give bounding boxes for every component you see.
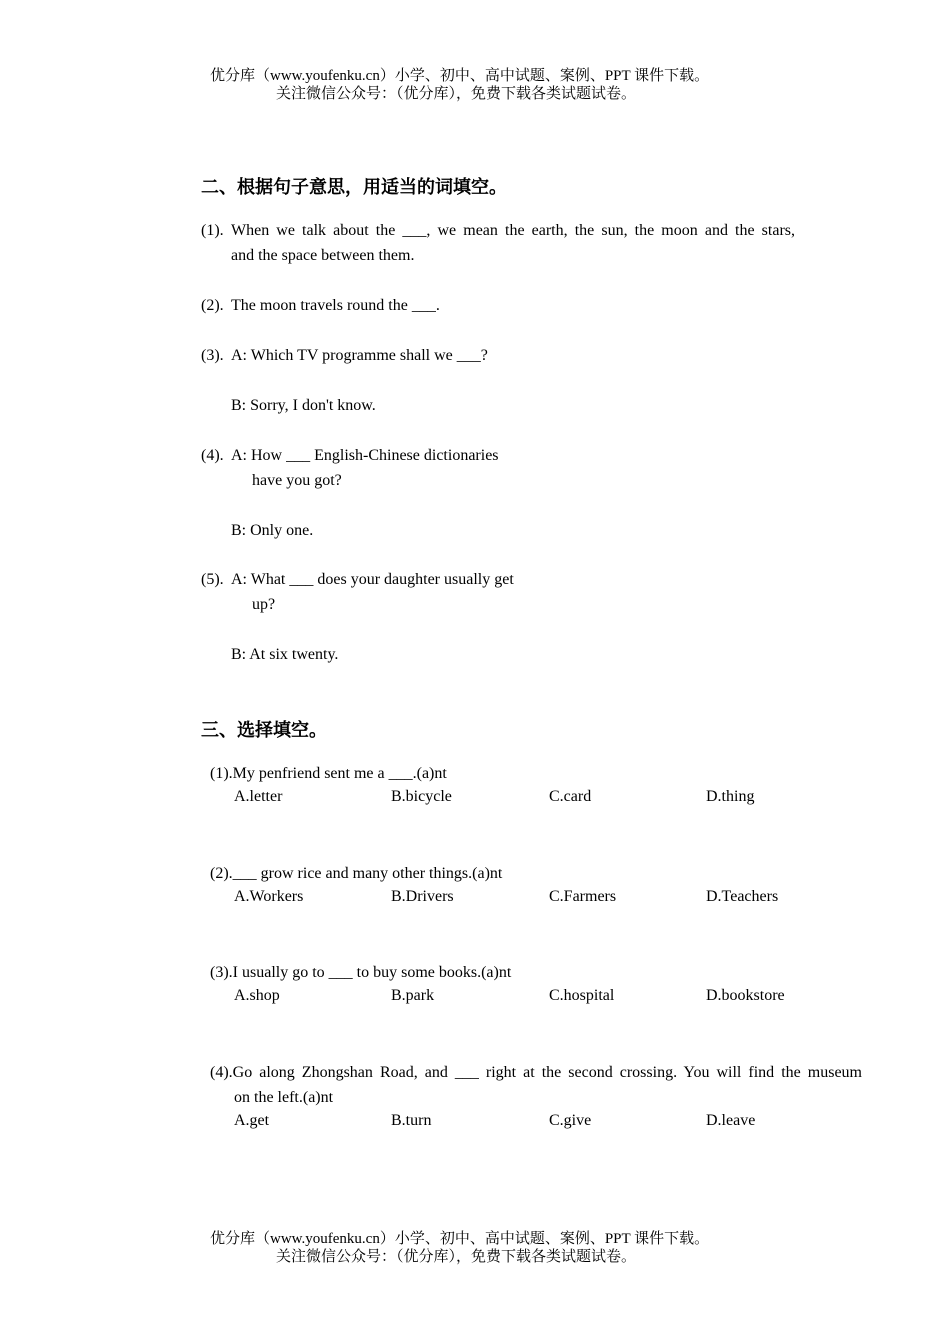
answer-line: B: At six twenty. (231, 646, 339, 663)
question-text: A: What ___ does your daughter usually get (231, 571, 514, 588)
option-a: A.shop (234, 987, 280, 1004)
header-line-1: 优分库（www.youfenku.cn）小学、初中、高中试题、案例、PPT 课件下载。 (210, 68, 710, 84)
option-c: C.give (549, 1112, 592, 1129)
question-text: A: Which TV programme shall we ___? (231, 347, 488, 364)
question-number: (4). (201, 447, 224, 464)
question-number: (1). (201, 222, 224, 239)
question-text: (1).My penfriend sent me a ___.(a)nt (210, 765, 447, 782)
option-d: D.leave (706, 1112, 756, 1129)
question-text: (2).___ grow rice and many other things.(a)nt (210, 865, 503, 882)
option-b: B.turn (391, 1112, 432, 1129)
section-3-title: 三、选择填空。 (201, 720, 327, 741)
question-text: (4).Go along Zhongshan Road, and ___ right at the second crossing. You will find the museum (210, 1064, 862, 1081)
option-b: B.Drivers (391, 888, 454, 905)
question-text: When we talk about the ___, we mean the earth, the sun, the moon and the stars, (231, 222, 795, 239)
question-text: A: How ___ English-Chinese dictionaries (231, 447, 499, 464)
question-text-cont: on the left.(a)nt (234, 1089, 334, 1106)
section-2-title: 二、根据句子意思，用适当的词填空。 (201, 177, 507, 198)
question-text: The moon travels round the ___. (231, 297, 440, 314)
option-d: D.Teachers (706, 888, 779, 905)
option-a: A.get (234, 1112, 270, 1129)
option-c: C.hospital (549, 987, 615, 1004)
option-c: C.Farmers (549, 888, 617, 905)
option-a: A.letter (234, 788, 283, 805)
question-number: (5). (201, 571, 224, 588)
question-text: (3).I usually go to ___ to buy some books.(a)nt (210, 964, 512, 981)
option-d: D.thing (706, 788, 755, 805)
option-b: B.bicycle (391, 788, 452, 805)
question-number: (2). (201, 297, 224, 314)
footer-line-2: 关注微信公众号：（优分库），免费下载各类试题试卷。 (276, 1249, 637, 1265)
answer-line: B: Only one. (231, 522, 314, 539)
question-text-cont: up? (252, 596, 276, 613)
question-text-cont: have you got? (252, 472, 342, 489)
option-d: D.bookstore (706, 987, 785, 1004)
header-line-2: 关注微信公众号：（优分库），免费下载各类试题试卷。 (276, 86, 637, 102)
option-a: A.Workers (234, 888, 304, 905)
option-b: B.park (391, 987, 435, 1004)
question-number: (3). (201, 347, 224, 364)
footer-line-1: 优分库（www.youfenku.cn）小学、初中、高中试题、案例、PPT 课件下载。 (210, 1231, 710, 1247)
option-c: C.card (549, 788, 592, 805)
question-text-cont: and the space between them. (231, 247, 415, 264)
answer-line: B: Sorry, I don't know. (231, 397, 376, 414)
